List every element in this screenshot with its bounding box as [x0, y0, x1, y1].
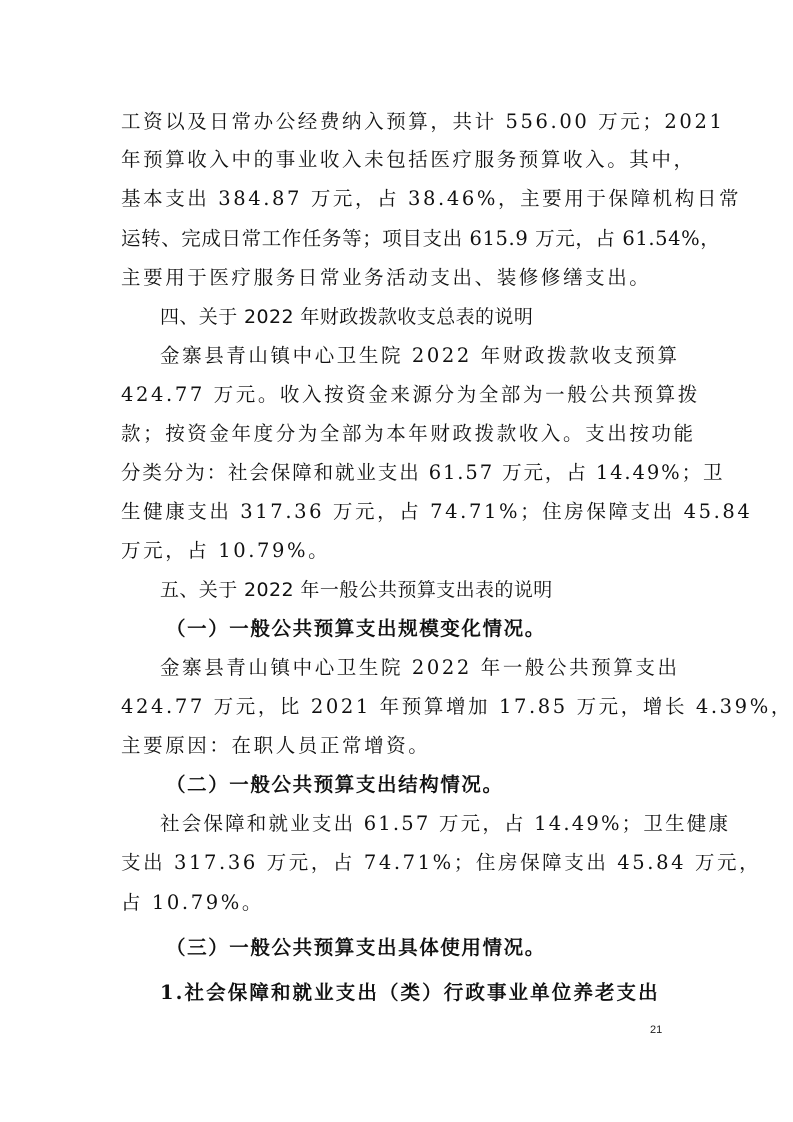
- body-text-line: 424.77 万元，比 2021 年预算增加 17.85 万元，增长 4.39%，: [121, 695, 793, 718]
- subsection-heading-2: （二）一般公共预算支出结构情况。: [166, 773, 504, 796]
- page-number: 21: [650, 1024, 663, 1036]
- body-text-line: 款；按资金年度分为全部为本年财政拨款收入。支出按功能: [121, 422, 696, 445]
- subsection-heading-3: （三）一般公共预算支出具体使用情况。: [166, 936, 546, 959]
- body-text-line: 万元，占 10.79%。: [121, 539, 331, 562]
- body-text-line: 生健康支出 317.36 万元，占 74.71%；住房保障支出 45.84: [121, 500, 753, 523]
- section-heading-4: 四、关于 2022 年财政拨款收支总表的说明: [160, 306, 534, 328]
- body-text-line: 424.77 万元。收入按资金来源分为全部为一般公共预算拨: [121, 383, 700, 406]
- body-text-line: 运转、完成日常工作任务等；项目支出 615.9 万元，占 61.54%，: [121, 227, 721, 250]
- body-text-line: 金寨县青山镇中心卫生院 2022 年财政拨款收支预算: [160, 344, 680, 367]
- list-item-1: 1.社会保障和就业支出（类）行政事业单位养老支出: [160, 981, 660, 1004]
- subsection-heading-1: （一）一般公共预算支出规模变化情况。: [166, 617, 546, 640]
- section-heading-5: 五、关于 2022 年一般公共预算支出表的说明: [160, 579, 553, 601]
- body-text-line: 支出 317.36 万元，占 74.71%；住房保障支出 45.84 万元，: [121, 851, 762, 874]
- body-text-line: 主要原因：在职人员正常增资。: [121, 734, 431, 757]
- body-text-line: 金寨县青山镇中心卫生院 2022 年一般公共预算支出: [160, 656, 680, 679]
- body-text-line: 年预算收入中的事业收入未包括医疗服务预算收入。其中，: [121, 148, 696, 171]
- body-text-line: 工资以及日常办公经费纳入预算，共计 556.00 万元；2021: [121, 110, 725, 133]
- body-text-line: 占 10.79%。: [121, 891, 264, 914]
- body-text-line: 分类分为：社会保障和就业支出 61.57 万元，占 14.49%；卫: [121, 461, 725, 484]
- body-text-line: 社会保障和就业支出 61.57 万元，占 14.49%；卫生健康: [160, 812, 731, 835]
- body-text-line: 基本支出 384.87 万元，占 38.46%，主要用于保障机构日常: [121, 187, 742, 210]
- body-text-line: 主要用于医疗服务日常业务活动支出、装修修缮支出。: [121, 266, 652, 289]
